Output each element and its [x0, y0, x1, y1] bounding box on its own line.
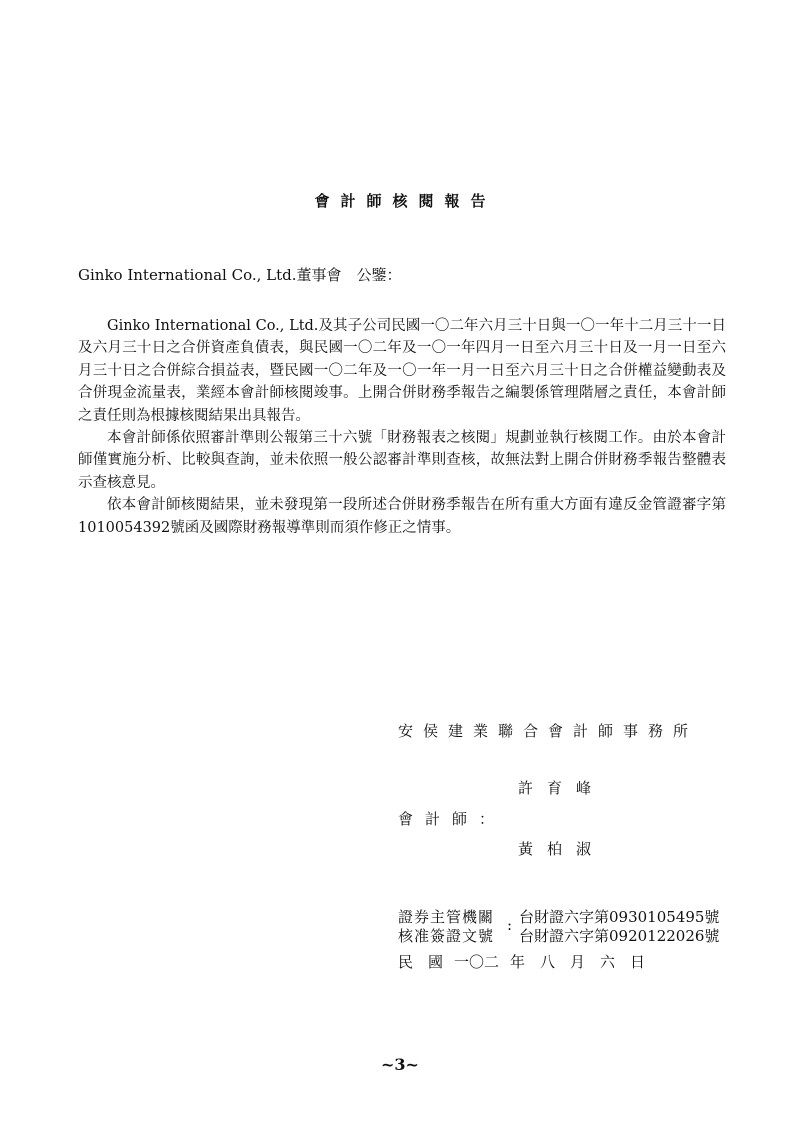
report-body	[78, 315, 726, 539]
audit-firm-name: 安侯建業聯合會計師事務所	[398, 722, 699, 740]
date-era: 民 國	[398, 953, 444, 971]
report-addressee: Ginko International Co., Ltd.董事會 公鑒：	[78, 266, 402, 284]
date-day: 六	[600, 953, 616, 971]
report-paragraph-3: 依本會計師核閱結果，並未發現第一段所述合併財務季報告在所有重大方面有違反金管證審字第1010054392號函及國際財務報導準則而須作修正之情事。	[78, 497, 726, 536]
approval-label-2: 核准簽證文號	[398, 927, 495, 945]
date-day-unit: 日	[630, 953, 646, 971]
approval-number-2: 台財證六字第0920122026號	[519, 927, 720, 945]
page-number: ~3~	[381, 1055, 419, 1074]
cpa-name-1: 許育峰	[518, 779, 606, 797]
cpa-name-2: 黃柏淑	[518, 840, 606, 858]
report-paragraph-2: 本會計師係依照審計準則公報第三十六號「財務報表之核閱」規劃並執行核閱工作。由於本會計師僅實施分析、比較與查詢，並未依照一般公認審計準則查核，故無法對上開合併財務季報告整體表示查核意見。	[78, 430, 726, 491]
approval-label-1: 證券主管機關	[398, 908, 495, 926]
approval-colon: :	[507, 916, 513, 934]
report-title: 會計師核閱報告	[314, 192, 497, 210]
date-month: 八	[540, 953, 556, 971]
approval-numbers	[519, 908, 719, 946]
cpa-label: 會計師：	[398, 810, 507, 828]
date-year: 一〇二	[454, 953, 500, 971]
date-month-unit: 月	[570, 953, 586, 971]
report-date	[398, 951, 645, 972]
approval-number-1: 台財證六字第0930105495號	[519, 908, 720, 926]
date-year-unit: 年	[510, 953, 526, 971]
approval-labels	[398, 908, 494, 946]
report-paragraph-1: Ginko International Co., Ltd.及其子公司民國一〇二年六月三十日與一〇一年十二月三十一日及六月三十日之合併資產負債表，與民國一〇二年及一〇一年四月一日至六月三十日及一月一日至六月三十日之合併綜合損益表，暨民國一〇二年及一〇一年一月一日至六月三十日之合併權益變動表及合併現金流量表，業經本會計師核閱竣事。上開合併財務季報告之編製係管理階層之責任，本會計師之責任則為根據核閱結果出具報告。	[78, 318, 726, 424]
